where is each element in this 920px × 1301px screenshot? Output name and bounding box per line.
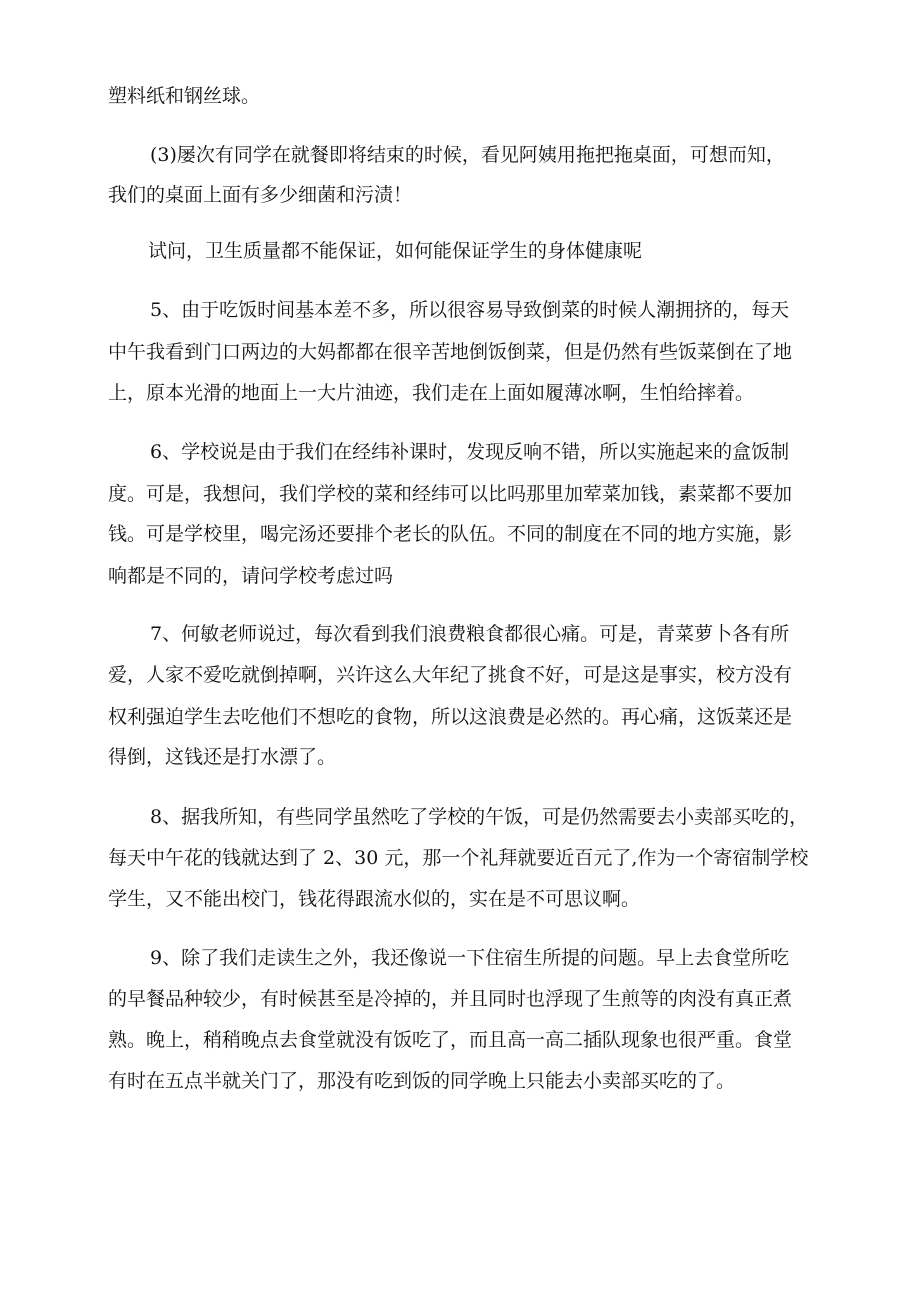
- paragraph-line: 度。可是，我想问，我们学校的菜和经纬可以比吗那里加荤菜加钱，素菜都不要加: [108, 483, 793, 505]
- paragraph-line: 试问，卫生质量都不能保证，如何能保证学生的身体健康呢: [148, 240, 643, 262]
- paragraph-line: 钱。可是学校里，喝完汤还要排个老长的队伍。不同的制度在不同的地方实施，影: [108, 523, 793, 545]
- paragraph-line: 权利强迫学生去吃他们不想吃的食物，所以这浪费是必然的。再心痛，这饭菜还是: [108, 706, 793, 728]
- paragraph-line: 得倒，这钱还是打水漂了。: [108, 746, 337, 768]
- paragraph-line: 熟。晚上，稍稍晚点去食堂就没有饭吃了，而且高一高二插队现象也很严重。食堂: [108, 1029, 793, 1051]
- paragraph-line: 塑料纸和钢丝球。: [108, 85, 261, 107]
- paragraph-line: 的早餐品种较少，有时候甚至是冷掉的，并且同时也浮现了生煎等的肉没有真正煮: [108, 988, 793, 1010]
- paragraph-line: 爱，人家不爱吃就倒掉啊，兴许这么大年纪了挑食不好，可是这是事实，校方没有: [108, 664, 793, 686]
- paragraph-line: 中午我看到门口两边的大妈都都在很辛苦地倒饭倒菜，但是仍然有些饭菜倒在了地: [108, 341, 793, 363]
- paragraph-line: 每天中午花的钱就达到了 2、30 元，那一个礼拜就要近百元了,作为一个寄宿制学校: [108, 847, 809, 869]
- paragraph-line: 8、据我所知，有些同学虽然吃了学校的午饭，可是仍然需要去小卖部买吃的，: [150, 806, 809, 828]
- paragraph-line: 6、学校说是由于我们在经纬补课时，发现反响不错，所以实施起来的盒饭制: [150, 441, 790, 463]
- paragraph-line: 响都是不同的，请问学校考虑过吗: [108, 565, 394, 587]
- paragraph-line: 我们的桌面上面有多少细菌和污渍！: [108, 184, 413, 206]
- paragraph-line: (3)屡次有同学在就餐即将结束的时候，看见阿姨用拖把拖桌面，可想而知，: [150, 144, 785, 166]
- paragraph-line: 7、何敏老师说过，每次看到我们浪费粮食都很心痛。可是，青菜萝卜各有所: [150, 623, 790, 645]
- paragraph-line: 上，原本光滑的地面上一大片油迹，我们走在上面如履薄冰啊，生怕给摔着。: [108, 382, 755, 404]
- paragraph-line: 5、由于吃饭时间基本差不多，所以很容易导致倒菜的时候人潮拥挤的，每天: [150, 299, 790, 321]
- paragraph-line: 9、除了我们走读生之外，我还像说一下住宿生所提的问题。早上去食堂所吃: [150, 947, 790, 969]
- paragraph-line: 学生，又不能出校门，钱花得跟流水似的，实在是不可思议啊。: [108, 888, 641, 910]
- paragraph-line: 有时在五点半就关门了，那没有吃到饭的同学晚上只能去小卖部买吃的了。: [108, 1070, 736, 1092]
